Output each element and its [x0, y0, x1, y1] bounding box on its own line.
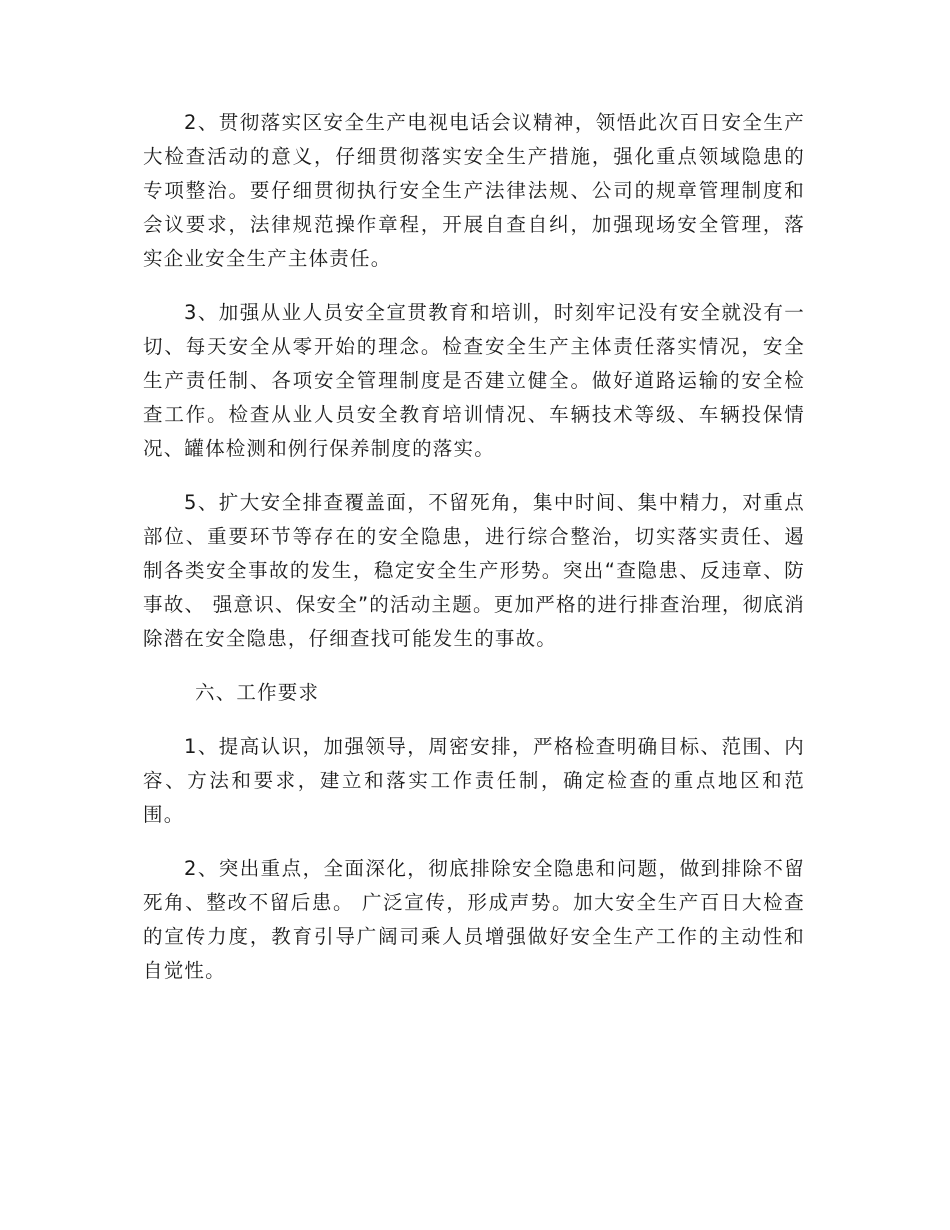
paragraph-item-5: 5、扩大安全排查覆盖面，不留死角，集中时间、集中精力，对重点部位、重要环节等存在的安全隐患，进行综合整治，切实落实责任、遏制各类安全事故的发生，稳定安全生产形势。突出“查隐患、反违章、防事故、 强意识、保安全”的活动主题。更加严格的进行排查治理，彻底消除潜在安全隐患，仔细查找可能发生的事故。 [143, 491, 805, 650]
paragraph-item-2: 2、贯彻落实区安全生产电视电话会议精神，领悟此次百日安全生产大检查活动的意义，仔细贯彻落实安全生产措施，强化重点领域隐患的专项整治。要仔细贯彻执行安全生产法律法规、公司的规章管理制度和会议要求，法律规范操作章程，开展自查自纠，加强现场安全管理，落实企业安全生产主体责任。 [143, 111, 805, 270]
requirement-item-1: 1、提高认识，加强领导，周密安排，严格检查明确目标、范围、内容、方法和要求，建立和落实工作责任制，确定检查的重点地区和范围。 [143, 735, 805, 826]
requirement-item-2: 2、突出重点，全面深化，彻底排除安全隐患和问题，做到排除不留死角、整改不留后患。 广泛宣传，形成声势。加大安全生产百日大检查的宣传力度，教育引导广阔司乘人员增强做好安全生产工作的主动性和自觉性。 [143, 857, 805, 982]
paragraph-item-3: 3、加强从业人员安全宣贯教育和培训，时刻牢记没有安全就没有一切、每天安全从零开始的理念。检查安全生产主体责任落实情况，安全生产责任制、各项安全管理制度是否建立健全。做好道路运输的安全检查工作。检查从业人员安全教育培训情况、车辆技术等级、车辆投保情况、罐体检测和例行保养制度的落实。 [143, 301, 805, 460]
document-body [143, 106, 805, 1008]
section-heading: 六、工作要求 [195, 681, 320, 704]
